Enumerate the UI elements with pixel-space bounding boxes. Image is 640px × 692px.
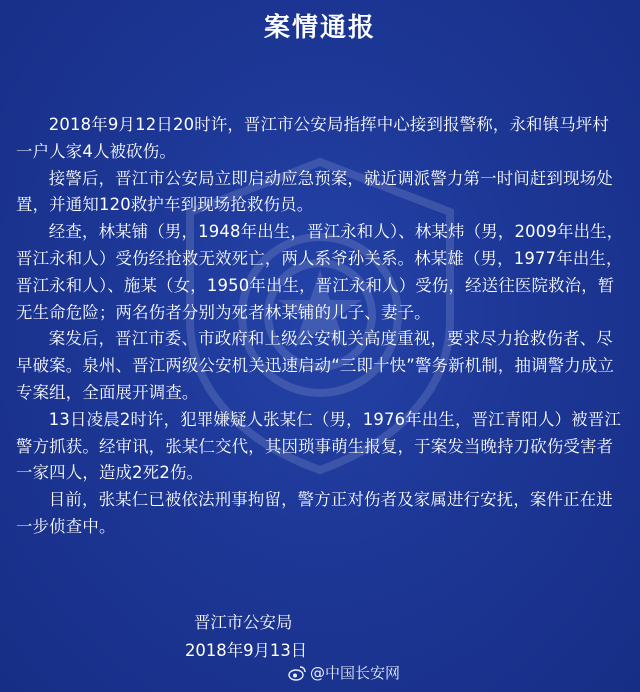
weibo-icon (288, 665, 306, 681)
paragraph: 案发后，晋江市委、市政府和上级公安机关高度重视，要求尽力抢救伤者、尽早破案。泉州、晋江两级公安机关迅速启动“三即十快”警务新机制，抽调警力成立专案组，全面展开调查。 (16, 329, 615, 402)
paragraph: 接警后，晋江市公安局立即启动应急预案，就近调派警力第一时间赶到现场处置，并通知120救护车到现场抢救伤员。 (16, 168, 613, 215)
weibo-account-name: @中国长安网 (310, 664, 401, 682)
signature-date: 2018年9月13日 (185, 641, 308, 660)
notice-body (16, 112, 624, 541)
paragraph: 2018年9月12日20时许，晋江市公安局指挥中心接到报警称，永和镇马坪村一户人家4人被砍伤。 (16, 115, 609, 161)
signature-organization: 晋江市公安局 (194, 613, 293, 632)
paragraph: 13日凌晨2时许，犯罪嫌疑人张某仁（男，1976年出生，晋江青阳人）被晋江警方抓获。经审讯，张某仁交代，其因琐事萌生报复，于案发当晚持刀砍伤受害者一家四人，造成2死2伤。 (16, 409, 621, 483)
page-title: 案情通报 (263, 13, 376, 43)
paragraph: 目前，张某仁已被依法刑事拘留，警方正对伤者及家属进行安抚，案件正在进一步侦查中。 (16, 490, 613, 536)
paragraph: 经查，林某铺（男，1948年出生，晋江永和人）、林某炜（男，2009年出生，晋江永和人）受伤经抢救无效死亡，两人系爷孙关系。林某雄（男，1977年出生，晋江永和人）、施某（女，1950年出生，晋江永和人）受伤，经送往医院救治，暂无生命危险；两名伤者分别为死者林某铺的儿子、妻子。 (16, 222, 624, 322)
weibo-watermark (288, 663, 400, 683)
